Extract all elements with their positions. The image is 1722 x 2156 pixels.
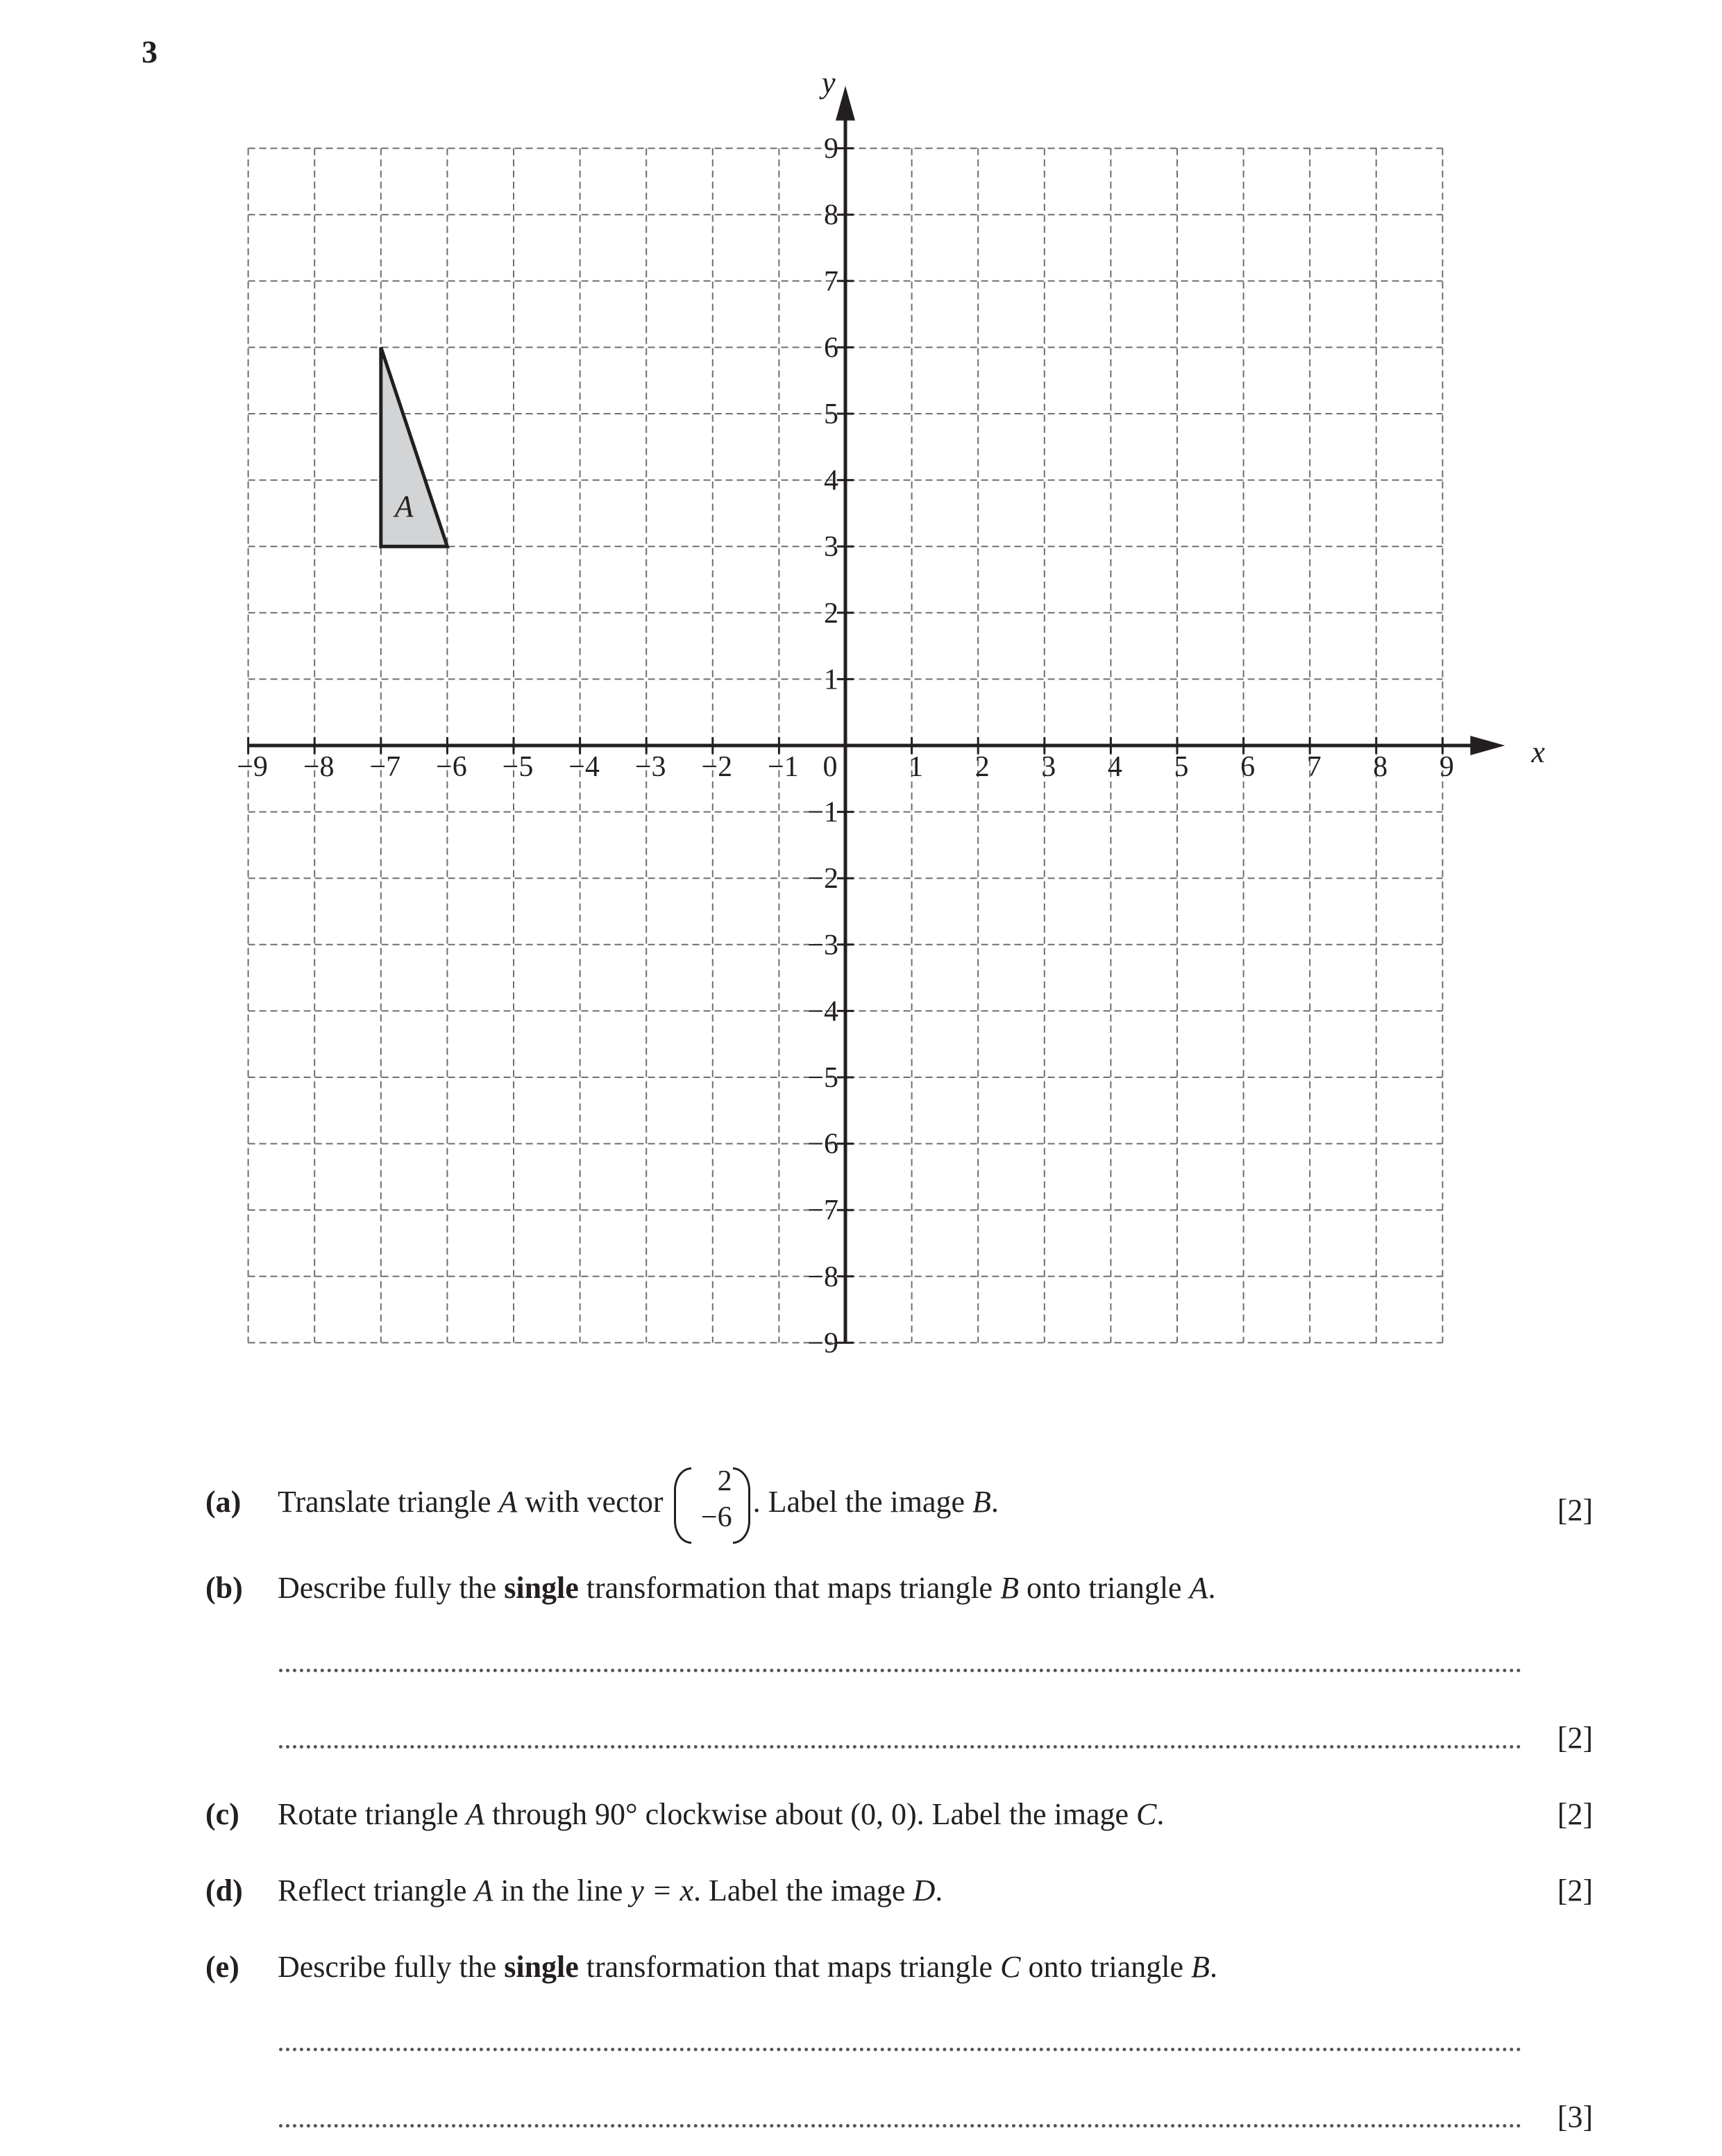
part-c-end: . <box>1156 1797 1165 1831</box>
x-axis-label: x <box>1531 735 1545 769</box>
y-tick-label: −1 <box>807 796 838 829</box>
x-tick-label: −1 <box>768 751 799 783</box>
part-d-image: D <box>913 1873 936 1907</box>
part-e-label: (e) <box>205 1950 239 1984</box>
part-e-bold: single <box>504 1950 579 1984</box>
part-e-marks: [3] <box>1557 2100 1593 2134</box>
y-tick-label: −9 <box>807 1327 838 1360</box>
answer-line-b2[interactable] <box>279 1745 1521 1749</box>
part-c-label: (c) <box>205 1797 239 1831</box>
answer-line-b1[interactable] <box>279 1669 1521 1672</box>
y-axis-label: y <box>822 65 836 100</box>
x-tick-label: −3 <box>634 751 666 783</box>
part-b-text-3: onto triangle <box>1018 1571 1190 1605</box>
part-a <box>205 1467 999 1542</box>
x-tick-label: 2 <box>974 751 990 783</box>
part-b <box>205 1570 1215 1606</box>
y-tick-label: −6 <box>807 1128 838 1161</box>
x-tick-label: 3 <box>1041 751 1056 783</box>
y-tick-label: −8 <box>807 1261 838 1293</box>
part-a-text-3: . Label the image <box>752 1485 973 1519</box>
x-tick-label: −4 <box>568 751 600 783</box>
y-tick-label: −2 <box>807 863 838 895</box>
axes <box>248 66 1546 1343</box>
y-tick-label: −3 <box>807 929 838 961</box>
x-tick-label: −9 <box>237 751 268 783</box>
part-e-text-1: Describe fully the <box>278 1950 505 1984</box>
part-b-triangle-2: A <box>1189 1571 1208 1605</box>
y-tick-label: −5 <box>807 1062 838 1094</box>
x-axis-arrow <box>1470 736 1505 755</box>
y-tick-label: 6 <box>824 332 838 364</box>
triangle-label: A <box>394 489 414 524</box>
y-tick-label: −7 <box>807 1195 838 1227</box>
shapes <box>381 347 448 546</box>
part-d-equation: y = x <box>630 1873 694 1907</box>
y-tick-label: −4 <box>807 995 838 1028</box>
part-a-text-1: Translate triangle <box>278 1485 499 1519</box>
part-a-triangle: A <box>498 1485 518 1519</box>
x-tick-label: 1 <box>909 751 924 783</box>
y-tick-label: 2 <box>824 597 838 630</box>
answer-line-e2[interactable] <box>279 2124 1521 2128</box>
y-tick-label: 7 <box>824 265 838 298</box>
part-c-triangle: A <box>466 1797 485 1831</box>
part-b-label: (b) <box>205 1571 243 1605</box>
part-c <box>205 1796 1164 1832</box>
part-d-text-3: . Label the image <box>693 1873 913 1907</box>
y-axis-arrow <box>836 86 855 121</box>
part-d-end: . <box>935 1873 943 1907</box>
y-tick-label: 9 <box>824 133 838 165</box>
x-tick-label: 0 <box>822 751 838 783</box>
part-a-label: (a) <box>205 1485 242 1519</box>
part-c-image: C <box>1136 1797 1157 1831</box>
part-a-end: . <box>990 1485 999 1519</box>
x-tick-label: 6 <box>1240 751 1256 783</box>
y-tick-label: 4 <box>824 464 838 497</box>
x-tick-label: −8 <box>303 751 335 783</box>
part-a-text-2: with vector <box>517 1485 671 1519</box>
part-a-image: B <box>972 1485 991 1519</box>
question-number: 3 <box>142 34 158 69</box>
part-b-marks: [2] <box>1557 1721 1593 1755</box>
part-b-triangle-1: B <box>1000 1571 1019 1605</box>
part-b-end: . <box>1208 1571 1216 1605</box>
y-tick-label: 5 <box>824 398 838 430</box>
triangle-a <box>381 347 448 546</box>
part-d-text-1: Reflect triangle <box>278 1873 475 1907</box>
y-tick-label: 8 <box>824 199 838 232</box>
x-tick-label: −7 <box>369 751 401 783</box>
part-d <box>205 1873 943 1908</box>
part-e-end: . <box>1209 1950 1217 1984</box>
answer-line-e1[interactable] <box>279 2048 1521 2051</box>
part-c-text-2: through 90° clockwise about (0, 0). Label the image <box>484 1797 1137 1831</box>
x-tick-label: −5 <box>502 751 534 783</box>
part-b-text-1: Describe fully the <box>278 1571 505 1605</box>
part-d-marks: [2] <box>1557 1873 1593 1907</box>
x-tick-label: 4 <box>1107 751 1122 783</box>
x-tick-label: −6 <box>436 751 467 783</box>
part-e-text-2: transformation that maps triangle <box>578 1950 1001 1984</box>
x-tick-label: 5 <box>1174 751 1189 783</box>
part-d-label: (d) <box>205 1873 243 1907</box>
x-tick-label: 9 <box>1439 751 1454 783</box>
x-tick-label: 7 <box>1306 751 1322 783</box>
part-e-text-3: onto triangle <box>1020 1950 1192 1984</box>
part-b-text-2: transformation that maps triangle <box>578 1571 1001 1605</box>
part-d-text-2: in the line <box>493 1873 631 1907</box>
y-tick-label: 1 <box>824 664 838 696</box>
part-c-marks: [2] <box>1557 1797 1593 1831</box>
vector-top: 2 <box>717 1465 732 1497</box>
part-c-text-1: Rotate triangle <box>278 1797 466 1831</box>
x-tick-label: −2 <box>701 751 733 783</box>
y-tick-label: 3 <box>824 531 838 564</box>
part-e-triangle-1: C <box>1000 1950 1021 1984</box>
part-d-triangle: A <box>474 1873 493 1907</box>
part-b-bold: single <box>504 1571 579 1605</box>
vector-bottom: −6 <box>700 1501 732 1533</box>
x-tick-label: 8 <box>1373 751 1388 783</box>
part-e-triangle-2: B <box>1191 1950 1210 1984</box>
translation-vector <box>674 1467 750 1542</box>
part-e <box>205 1949 1217 1985</box>
part-a-marks: [2] <box>1557 1493 1593 1527</box>
